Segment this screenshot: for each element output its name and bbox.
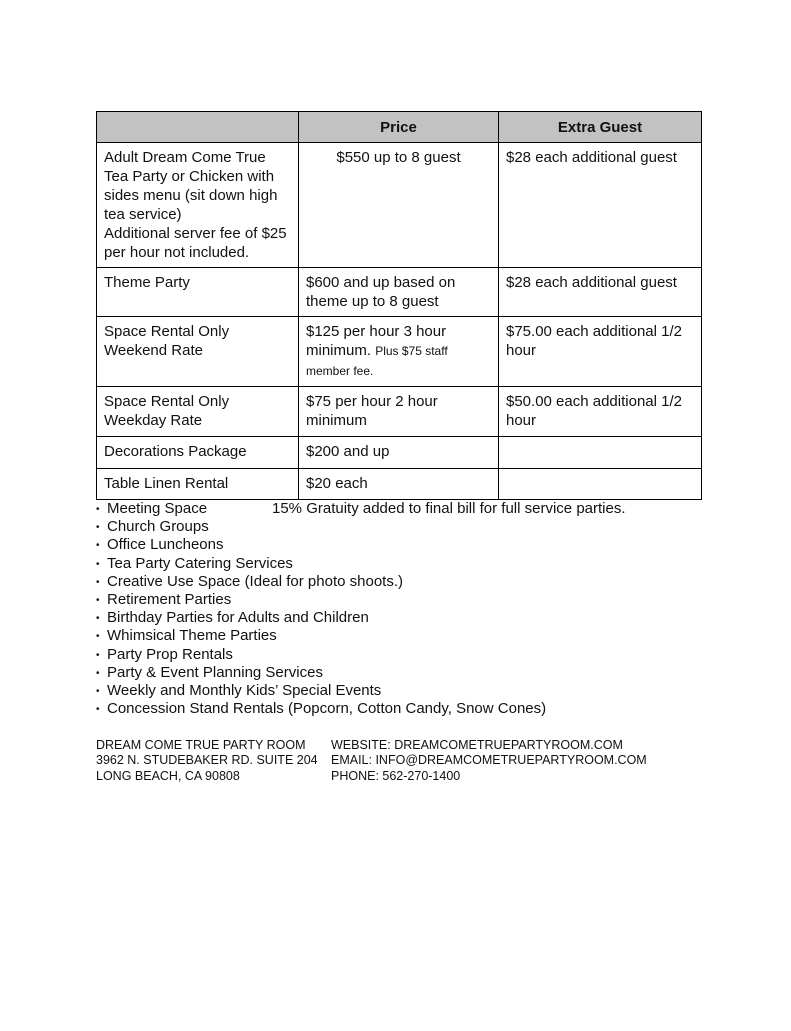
- list-item: [96, 700, 716, 718]
- item-cell: Space Rental Only Weekday Rate: [97, 387, 299, 437]
- table-row: [97, 387, 702, 437]
- service-label: Meeting Space: [107, 500, 208, 517]
- gratuity-note: 15% Gratuity added to final bill for full service parties.: [272, 500, 626, 517]
- extra-guest-cell: $75.00 each additional 1/2 hour: [499, 317, 702, 387]
- website-line: WEBSITE: DREAMCOMETRUEPARTYROOM.COM: [331, 738, 623, 752]
- item-cell: Space Rental Only Weekend Rate: [97, 317, 299, 387]
- list-item: [96, 573, 716, 591]
- price-cell: $75 per hour 2 hour minimum: [299, 387, 499, 437]
- table-row: [97, 268, 702, 317]
- price-cell: $550 up to 8 guest: [299, 143, 499, 268]
- service-label: Party Prop Rentals: [107, 645, 233, 663]
- list-item: [96, 591, 716, 609]
- item-description-note: Additional server fee of $25 per hour not included.: [104, 225, 287, 261]
- business-city: LONG BEACH, CA 90808: [96, 768, 240, 783]
- extra-guest-cell: $28 each additional guest: [499, 268, 702, 317]
- table-row: [97, 469, 702, 500]
- bullet-icon: •: [96, 649, 100, 661]
- list-item: [96, 518, 716, 536]
- services-list: [96, 500, 716, 718]
- service-label: Creative Use Space (Ideal for photo shoots.): [107, 572, 403, 590]
- service-label: Party & Event Planning Services: [107, 663, 323, 681]
- price-cell: $200 and up: [299, 437, 499, 469]
- service-label: Office Luncheons: [107, 536, 224, 554]
- list-item: [96, 500, 716, 518]
- list-item: [96, 646, 716, 664]
- bullet-icon: •: [96, 704, 100, 716]
- list-item: [96, 664, 716, 682]
- extra-guest-cell: [499, 437, 702, 469]
- service-label: Concession Stand Rentals (Popcorn, Cotton Candy, Snow Cones): [107, 700, 547, 718]
- extra-guest-cell: $28 each additional guest: [499, 143, 702, 268]
- pricing-table: [96, 111, 702, 500]
- price-cell: $20 each: [299, 469, 499, 500]
- contact-info: [331, 738, 647, 784]
- list-item: [96, 555, 716, 573]
- bullet-icon: •: [96, 504, 100, 515]
- header-price-cell: Price: [299, 112, 499, 143]
- bullet-icon: •: [96, 594, 100, 606]
- list-item: [96, 627, 716, 645]
- item-cell: Table Linen Rental: [97, 469, 299, 500]
- bullet-icon: •: [96, 558, 100, 570]
- item-cell: [97, 143, 299, 268]
- contact-footer: [96, 738, 647, 784]
- item-cell: Decorations Package: [97, 437, 299, 469]
- table-header-row: [97, 112, 702, 143]
- bullet-icon: •: [96, 631, 100, 643]
- service-label: Tea Party Catering Services: [107, 554, 293, 572]
- list-item: [96, 536, 716, 554]
- bullet-icon: •: [96, 667, 100, 679]
- bullet-icon: •: [96, 540, 100, 552]
- header-item-cell: [97, 112, 299, 143]
- header-extra-guest-cell: Extra Guest: [499, 112, 702, 143]
- service-label: Whimsical Theme Parties: [107, 627, 277, 645]
- phone-line: PHONE: 562-270-1400: [331, 768, 461, 783]
- service-label: Retirement Parties: [107, 590, 232, 608]
- list-item: [96, 609, 716, 627]
- service-label: Birthday Parties for Adults and Children: [107, 609, 369, 627]
- item-cell: Theme Party: [97, 268, 299, 317]
- bullet-icon: •: [96, 576, 100, 588]
- list-item: [96, 682, 716, 700]
- table-row: [97, 437, 702, 469]
- extra-guest-cell: $50.00 each additional 1/2 hour: [499, 387, 702, 437]
- service-label: Church Groups: [107, 518, 209, 536]
- bullet-icon: •: [96, 522, 100, 534]
- business-name: DREAM COME TRUE PARTY ROOM: [96, 738, 306, 752]
- bullet-icon: •: [96, 613, 100, 625]
- service-label: Weekly and Monthly Kids’ Special Events: [107, 681, 382, 699]
- price-cell: $600 and up based on theme up to 8 guest: [299, 268, 499, 317]
- email-line: EMAIL: INFO@DREAMCOMETRUEPARTYROOM.COM: [331, 753, 647, 768]
- price-cell: [299, 317, 499, 387]
- table-row: [97, 143, 702, 268]
- bullet-icon: •: [96, 685, 100, 697]
- price-fine-print: Plus $75 staff member fee.: [306, 344, 448, 378]
- business-info: [96, 738, 331, 784]
- extra-guest-cell: [499, 469, 702, 500]
- table-row: [97, 317, 702, 387]
- business-address: 3962 N. STUDEBAKER RD. SUITE 204: [96, 753, 318, 768]
- item-description: Adult Dream Come True Tea Party or Chicken with sides menu (sit down high tea service): [104, 149, 278, 223]
- price-text: $125 per hour 3 hour minimum.: [306, 323, 447, 359]
